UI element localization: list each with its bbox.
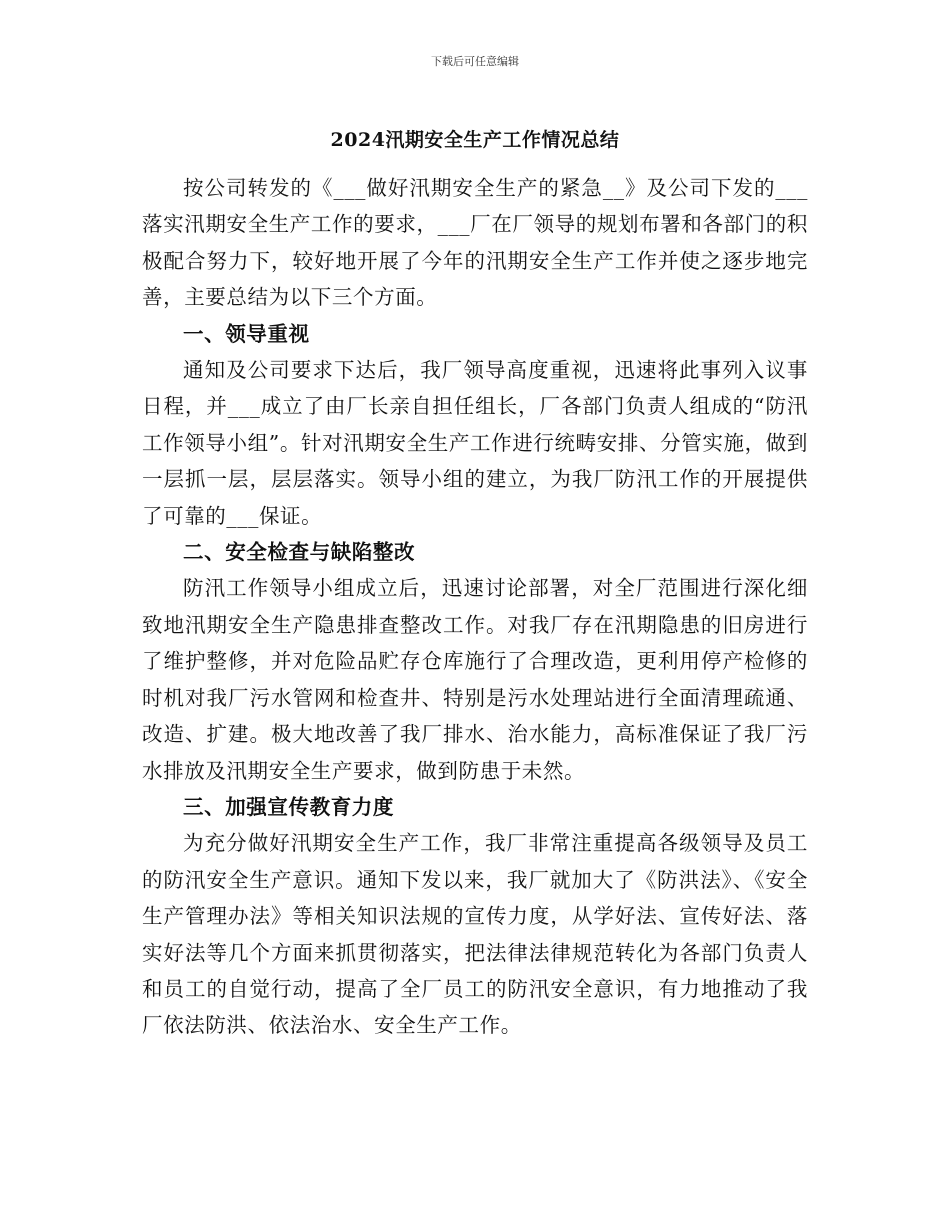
section-body-publicity: 为充分做好汛期安全生产工作，我厂非常注重提高各级领导及员工的防汛安全生产意识。通知下发以来，我厂就加大了《防洪法》、《安全生产管理办法》等相关知识法规的宣传力度，从学好法、宣传好法、落实好法等几个方面来抓贯彻落实，把法律法律规范转化为各部门负责人和员工的自觉行动，提高了全厂员工的防汛安全意识，有力地推动了我厂依法防洪、依法治水、安全生产工作。 [142, 831, 808, 1038]
intro-paragraph: 按公司转发的《___做好汛期安全生产的紧急__》及公司下发的___落实汛期安全生产工作的要求，___厂在厂领导的规划布署和各部门的积极配合努力下，较好地开展了今年的汛期安全生产工作并使之逐步地完善，主要总结为以下三个方面。 [142, 176, 808, 310]
section-heading-inspection: 二、安全检查与缺陷整改 [183, 540, 416, 565]
document-body [142, 170, 808, 1044]
section-heading-leadership: 一、领导重视 [183, 321, 310, 346]
header-note: 下载后可任意编辑 [431, 55, 519, 68]
section-body-leadership: 通知及公司要求下达后，我厂领导高度重视，迅速将此事列入议事日程，并___成立了由厂长亲自担任组长，厂各部门负责人组成的“防汛工作领导小组”。针对汛期安全生产工作进行统畴安排、分管实施，做到一层抓一层，层层落实。领导小组的建立，为我厂防汛工作的开展提供了可靠的___保证。 [142, 358, 808, 528]
document-title: 2024汛期安全生产工作情况总结 [330, 129, 620, 151]
section-body-inspection: 防汛工作领导小组成立后，迅速讨论部署，对全厂范围进行深化细致地汛期安全生产隐患排查整改工作。对我厂存在汛期隐患的旧房进行了维护整修，并对危险品贮存仓库施行了合理改造，更利用停产检修的时机对我厂污水管网和检查井、特别是污水处理站进行全面清理疏通、改造、扩建。极大地改善了我厂排水、治水能力，高标准保证了我厂污水排放及汛期安全生产要求，做到防患于未然。 [142, 576, 808, 783]
section-heading-publicity: 三、加强宣传教育力度 [183, 794, 394, 819]
